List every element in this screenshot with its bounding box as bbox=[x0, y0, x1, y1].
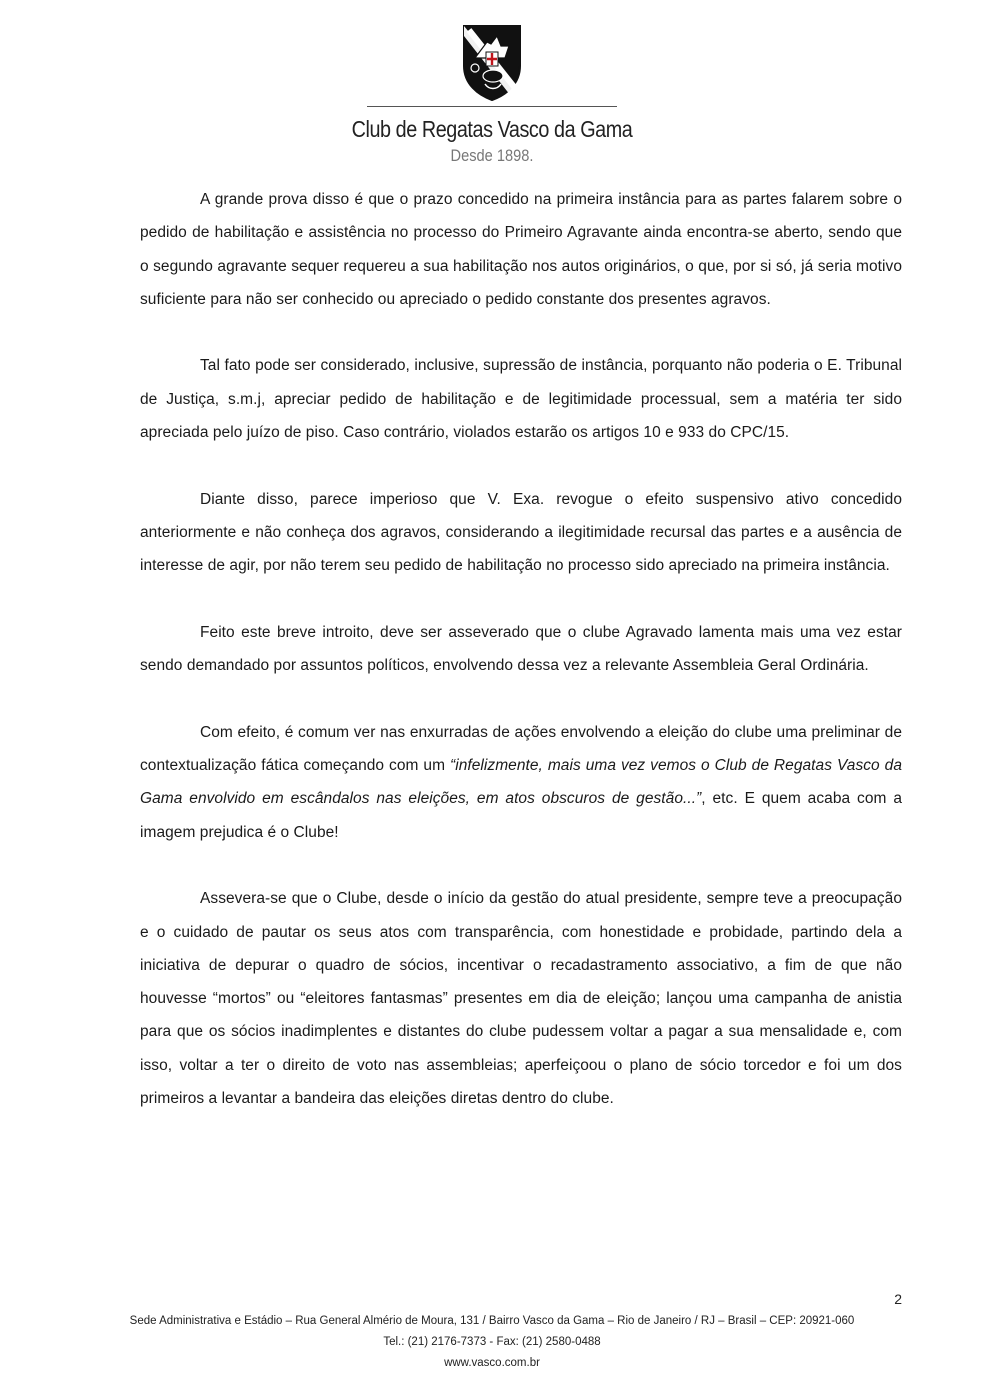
founded-tagline: Desde 1898. bbox=[450, 146, 534, 165]
paragraph-text: Com efeito, é comum ver nas enxurradas de ações envolvendo a eleição do clube uma preliminar de contextualização fática começando com um bbox=[140, 723, 902, 775]
page-footer bbox=[0, 1311, 984, 1374]
page-number: 2 bbox=[894, 1291, 902, 1307]
letterhead-divider bbox=[367, 106, 617, 107]
vasco-crest-logo bbox=[461, 22, 523, 102]
body-paragraph bbox=[140, 716, 902, 849]
body-paragraph bbox=[140, 183, 902, 316]
paragraph-text: Feito este breve introito, deve ser asseverado que o clube Agravado lamenta mais uma vez estar sendo demandado por assuntos políticos, envolvendo dessa vez a relevante Assembleia Geral Ordinária. bbox=[140, 623, 902, 675]
paragraph-text: A grande prova disso é que o prazo concedido na primeira instância para as partes falarem sobre o pedido de habilitação e assistência no processo do Primeiro Agravante ainda encontra-se aberto, sendo que o segundo agravante sequer requereu a sua habilitação nos autos originários, o que, por si só, já seria motivo suficiente para não ser conhecido ou apreciado o pedido constante dos presentes agravos. bbox=[140, 191, 902, 308]
letterhead bbox=[0, 22, 984, 167]
footer-phones: Tel.: (21) 2176-7373 - Fax: (21) 2580-0488 bbox=[383, 1336, 601, 1348]
paragraph-text: Diante disso, parece imperioso que V. Exa. revogue o efeito suspensivo ativo concedido anteriormente e não conheça dos agravos, considerando a ilegitimidade recursal das partes e a ausência de interesse de agir, por não terem seu pedido de habilitação no processo sido apreciado na primeira instância. bbox=[140, 490, 902, 575]
body-paragraph bbox=[140, 616, 902, 683]
footer-address: Sede Administrativa e Estádio – Rua General Almério de Moura, 131 / Bairro Vasco da Gama – Rio de Janeiro / RJ – Brasil – CEP: 20921-060 bbox=[129, 1315, 855, 1327]
quoted-italic-text: “infelizmente, mais uma vez vemos o Club de Regatas Vasco da Gama envolvido em escândalos nas eleições, em atos obscuros de gestão...” bbox=[140, 757, 902, 808]
document-body bbox=[140, 183, 902, 1149]
club-name: Club de Regatas Vasco da Gama bbox=[351, 116, 633, 142]
paragraph-text: Tal fato pode ser considerado, inclusive, supressão de instância, porquanto não poderia o E. Tribunal de Justiça, s.m.j, apreciar pedido de habilitação e de legitimidade processual, sem a matéria ter sido apreciada pelo juízo de piso. Caso contrário, violados estarão os artigos 10 e 933 do CPC/15. bbox=[140, 357, 902, 442]
footer-website: www.vasco.com.br bbox=[444, 1357, 540, 1369]
body-paragraph bbox=[140, 882, 902, 1115]
body-paragraph bbox=[140, 483, 902, 583]
paragraph-text: , etc. E quem acaba com a imagem prejudica é o Clube! bbox=[140, 790, 903, 841]
body-paragraph bbox=[140, 349, 902, 449]
paragraph-text: Assevera-se que o Clube, desde o início da gestão do atual presidente, sempre teve a preocupação e o cuidado de pautar os seus atos com transparência, com honestidade e probidade, partindo dela a iniciativa de depurar o quadro de sócios, incentivar o recadastramento associativo, a fim de que não houvesse “mortos” ou “eleitores fantasmas” presentes em dia de eleição; lançou uma campanha de anistia para que os sócios inadimplentes e distantes do clube pudessem voltar a pagar a sua mensalidade e, com isso, voltar a ter o direito de voto nas assembleias; aperfeiçoou o plano de sócio torcedor e foi um dos primeiros a levantar a bandeira das eleições diretas dentro do clube. bbox=[140, 890, 902, 1108]
